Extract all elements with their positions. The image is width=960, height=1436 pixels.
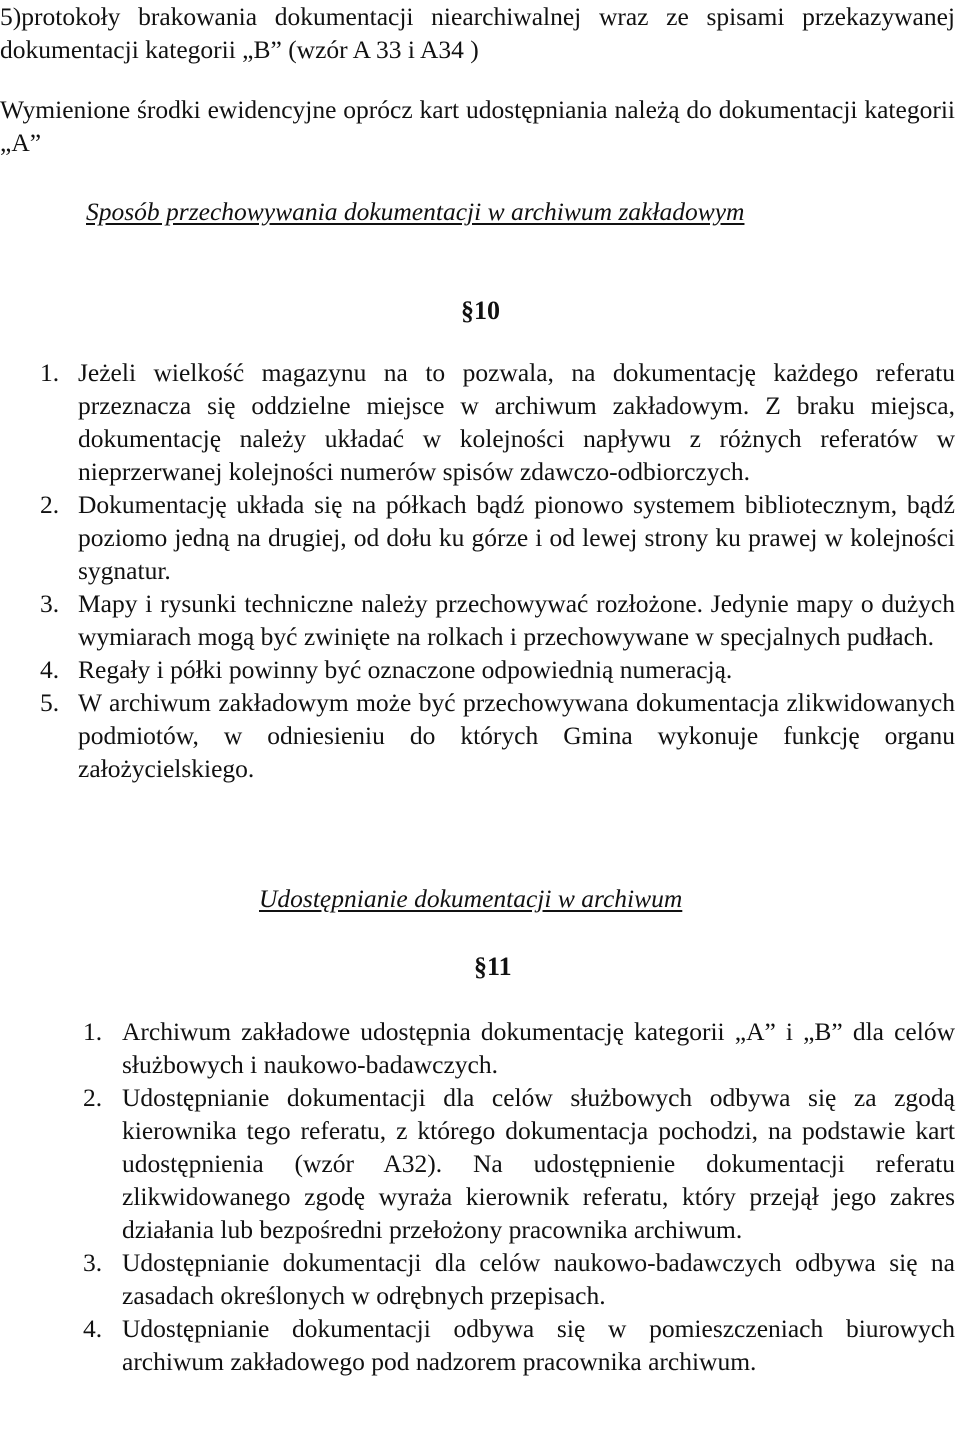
list-item-text: Udostępnianie dokumentacji odbywa się w pomieszczeniach biurowych archiwum zakładowego pod nadzorem pracownika archiwum. — [122, 1314, 955, 1376]
list-item-text: Udostępnianie dokumentacji dla celów służbowych odbywa się za zgodą kierownika tego referatu, z którego dokumentacja pochodzi, na podstawie kart udostępnienia (wzór A32). Na udostępnienie dokumentacji referatu zlikwidowanego zgodę wyraża kierownik referatu, który przejął jego zakres działania lub bezpośredni przełożony pracownika archiwum. — [122, 1083, 955, 1244]
paragraph-number-11 — [474, 950, 512, 983]
list-item-number: 2. — [40, 490, 60, 519]
list-item-text: Regały i półki powinny być oznaczone odpowiednią numeracją. — [78, 655, 733, 684]
list-item-number: 2. — [83, 1083, 103, 1112]
list-item-text: Jeżeli wielkość magazynu na to pozwala, na dokumentację każdego referatu przeznacza się oddzielne miejsce w archiwum zakładowym. Z braku miejsca, dokumentację należy układać w kolejności napływu z różnych referatów w nieprzerwanej kolejności numerów spisów zdawczo-odbiorczych. — [78, 358, 955, 486]
list-item-number: 3. — [83, 1248, 103, 1277]
list-item — [40, 488, 955, 587]
list-item-number: 3. — [40, 589, 60, 618]
access-rules-list — [83, 1015, 955, 1378]
list-item-text: W archiwum zakładowym może być przechowywana dokumentacja zlikwidowanych podmiotów, w odniesieniu do których Gmina wykonuje funkcję organu założycielskiego. — [78, 688, 955, 783]
list-item — [40, 587, 955, 653]
list-item-number: 4. — [83, 1314, 103, 1343]
section-symbol: § — [461, 296, 474, 325]
list-item-text: Udostępnianie dokumentacji dla celów naukowo-badawczych odbywa się na zasadach określonych w odrębnych przepisach. — [122, 1248, 955, 1310]
list-item — [40, 653, 955, 686]
section-number: 10 — [474, 296, 500, 325]
list-item-text: Dokumentację układa się na półkach bądź pionowo systemem bibliotecznym, bądź poziomo jedną na drugiej, od dołu ku górze i od lewej strony ku prawej w kolejności sygnatur. — [78, 490, 955, 585]
list-item — [83, 1312, 955, 1378]
intro-note: Wymienione środki ewidencyjne oprócz kart udostępniania należą do dokumentacji kategorii „A” — [0, 95, 955, 157]
list-item-text: Mapy i rysunki techniczne należy przechowywać rozłożone. Jedynie mapy o dużych wymiarach mogą być zwinięte na rolkach i przechowywane w specjalnych pudłach. — [78, 589, 955, 651]
list-item — [83, 1246, 955, 1312]
section-symbol: § — [474, 952, 487, 981]
list-item-number: 4. — [40, 655, 60, 684]
list-item-text: Archiwum zakładowe udostępnia dokumentację kategorii „A” i „B” dla celów służbowych i naukowo-badawczych. — [122, 1017, 955, 1079]
list-item — [40, 356, 955, 488]
list-item-number: 1. — [83, 1017, 103, 1046]
storage-rules-list — [40, 356, 955, 785]
intro-item-5: 5)protokoły brakowania dokumentacji niearchiwalnej wraz ze spisami przekazywanej dokumentacji kategorii „B” (wzór A 33 i A34 ) — [0, 2, 955, 64]
paragraph-number-10 — [461, 294, 500, 327]
list-item-number: 1. — [40, 358, 60, 387]
list-item — [40, 686, 955, 785]
list-item — [83, 1015, 955, 1081]
list-item — [83, 1081, 955, 1246]
section-heading-access: Udostępnianie dokumentacji w archiwum — [259, 884, 683, 913]
list-item-number: 5. — [40, 688, 60, 717]
section-heading-storage: Sposób przechowywania dokumentacji w archiwum zakładowym — [86, 197, 745, 226]
section-number: 11 — [487, 952, 512, 981]
